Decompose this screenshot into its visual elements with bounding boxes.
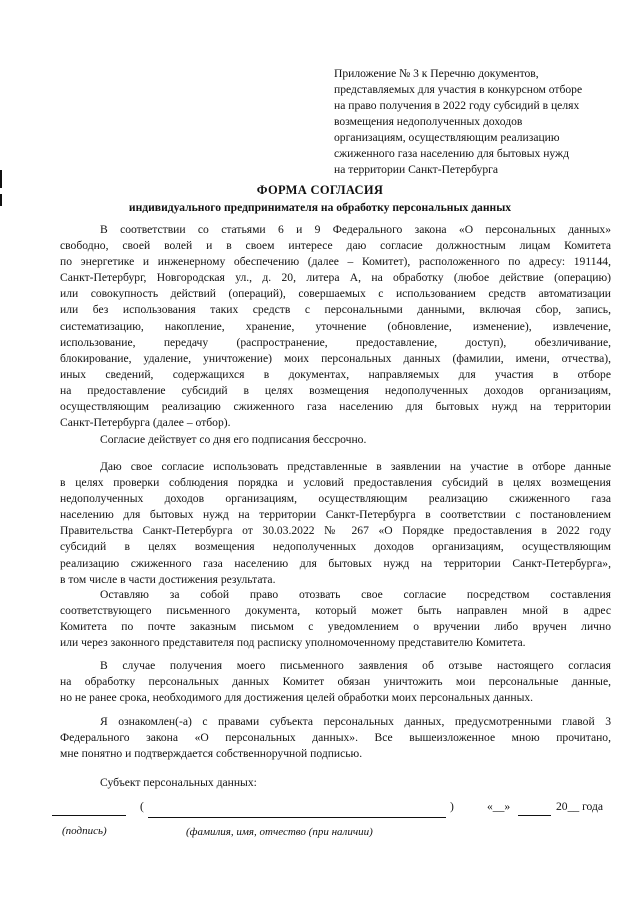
paragraph-line: Согласие действует со дня его подписания бессрочно. — [100, 433, 367, 446]
paragraph-consent — [60, 222, 611, 431]
signature-caption: (подпись) — [62, 825, 107, 837]
date-day[interactable]: «__» — [487, 800, 511, 813]
paragraph-line: Комитета по почте заказным письмом с уведомлением о вручении либо вручен лично — [60, 620, 611, 634]
paragraph-line: или через законного представителя под расписку уполномоченному представителю Комитета. — [60, 636, 526, 650]
appendix-line: на право получения в 2022 году субсидий в целях — [334, 99, 580, 112]
paragraph-line: В соответствии со статьями 6 и 9 Федерального закона «О персональных данных» — [100, 223, 611, 236]
date-month-line[interactable] — [518, 815, 551, 816]
paragraph-line: реализацию сжиженного газа населению для бытовых нужд на территории Санкт-Петербурга», — [60, 556, 611, 570]
paragraph-line: Я ознакомлен(-а) с правами субъекта персональных данных, предусмотренными главой 3 — [100, 715, 611, 728]
paragraph-line: блокирование, удаление, уничтожение) моих персональных данных (фамилии, имени, отчества), — [60, 351, 611, 365]
paragraph-usage — [60, 459, 611, 588]
appendix-line: Приложение № 3 к Перечню документов, — [334, 67, 539, 80]
open-paren: ( — [140, 800, 144, 813]
paragraph-acknowledgement — [60, 714, 611, 762]
paragraph-line: или совокупность действий (операций), совершаемых с использованием средств автоматизации — [60, 287, 611, 301]
paragraph-line: на предоставление субсидий в целях возмещения недополученных доходов организациям, — [60, 383, 611, 397]
form-title: ФОРМА СОГЛАСИЯ — [256, 183, 384, 197]
paragraph-line: свободно, своей волей и в своем интересе даю согласие должностным лицам Комитета — [60, 239, 611, 253]
paragraph-line: соответствующего письменного документа, который может быть направлен мной в адрес — [60, 604, 611, 618]
paragraph-line: по энергетике и инженерному обеспечению (далее – Комитет), расположенного по адресу: 191144, — [60, 255, 611, 269]
paragraph-line: Санкт-Петербург, Новгородская ул., д. 20, литера А, на обработку (любое действие (операцию) — [60, 271, 611, 285]
paragraph-line: Правительства Санкт-Петербурга от 30.03.2022 № 267 «О Порядке предоставления в 2022 году — [60, 524, 611, 538]
paragraph-validity — [60, 432, 611, 448]
full-name-line[interactable] — [148, 817, 446, 818]
appendix-line: сжиженного газа населению для бытовых нужд — [334, 147, 569, 160]
paragraph-line: или без использования таких средств с персональными данными, включая сбор, запись, — [60, 303, 611, 317]
paragraph-line: но не ранее срока, необходимого для достижения целей обработки моих персональных данных. — [60, 691, 534, 705]
paragraph-line: Даю свое согласие использовать представленные в заявлении на участие в отборе данные — [100, 460, 611, 473]
appendix-header — [334, 66, 609, 178]
paragraph-line: В случае получения моего письменного заявления об отзыве настоящего согласия — [100, 659, 611, 672]
paragraph-line: на обработку персональных данных Комитет обязан уничтожить мои персональные данные, — [60, 675, 611, 689]
close-paren: ) — [450, 800, 454, 813]
paragraph-line: населению для бытовых нужд на территории Санкт-Петербурга в соответствии с постановлением — [60, 508, 611, 522]
appendix-line: организациям, осуществляющим реализацию — [334, 131, 560, 144]
paragraph-line: субсидий в целях возмещения недополученных доходов организациям, осуществляющим — [60, 540, 611, 554]
appendix-line: представляемых для участия в конкурсном отборе — [334, 83, 583, 96]
subject-label: Субъект персональных данных: — [100, 776, 257, 789]
paragraph-line: систематизацию, накопление, хранение, уточнение (обновление, изменение), извлечение, — [60, 319, 611, 333]
signature-line[interactable] — [52, 815, 126, 816]
paragraph-line: Федерального закона «О персональных данных». Все вышеизложенное мною прочитано, — [60, 731, 611, 745]
paragraph-destruction — [60, 658, 611, 706]
paragraph-line: в том числе в части достижения результата. — [60, 572, 276, 586]
appendix-line: на территории Санкт-Петербурга — [334, 163, 499, 176]
paragraph-line: Санкт-Петербурга (далее – отбор). — [60, 416, 231, 430]
paragraph-line: осуществляющим реализацию сжиженного газа населению для бытовых нужд на территории — [60, 400, 611, 414]
form-subtitle: индивидуального предпринимателя на обработку персональных данных — [128, 201, 512, 214]
date-year[interactable]: 20__ года — [556, 800, 604, 813]
appendix-line: возмещения недополученных доходов — [334, 115, 523, 128]
paragraph-line: Оставляю за собой право отозвать свое согласие посредством составления — [100, 588, 611, 601]
full-name-caption: (фамилия, имя, отчество (при наличии) — [186, 826, 373, 838]
paragraph-line: мне понятно и подтверждается собственноручной подписью. — [60, 747, 363, 761]
paragraph-revocation — [60, 587, 611, 651]
paragraph-line: иных сведений, содержащихся в документах, направляемых для участия в отборе — [60, 367, 611, 381]
paragraph-line: недополученных доходов организациям, осуществляющим реализацию сжиженного газа — [60, 492, 611, 506]
paragraph-line: использование, передачу (распространение, предоставление, доступ), обезличивание, — [60, 335, 611, 349]
paragraph-line: в целях проверки соблюдения порядка и условий предоставления субсидий в целях возмещения — [60, 476, 611, 490]
